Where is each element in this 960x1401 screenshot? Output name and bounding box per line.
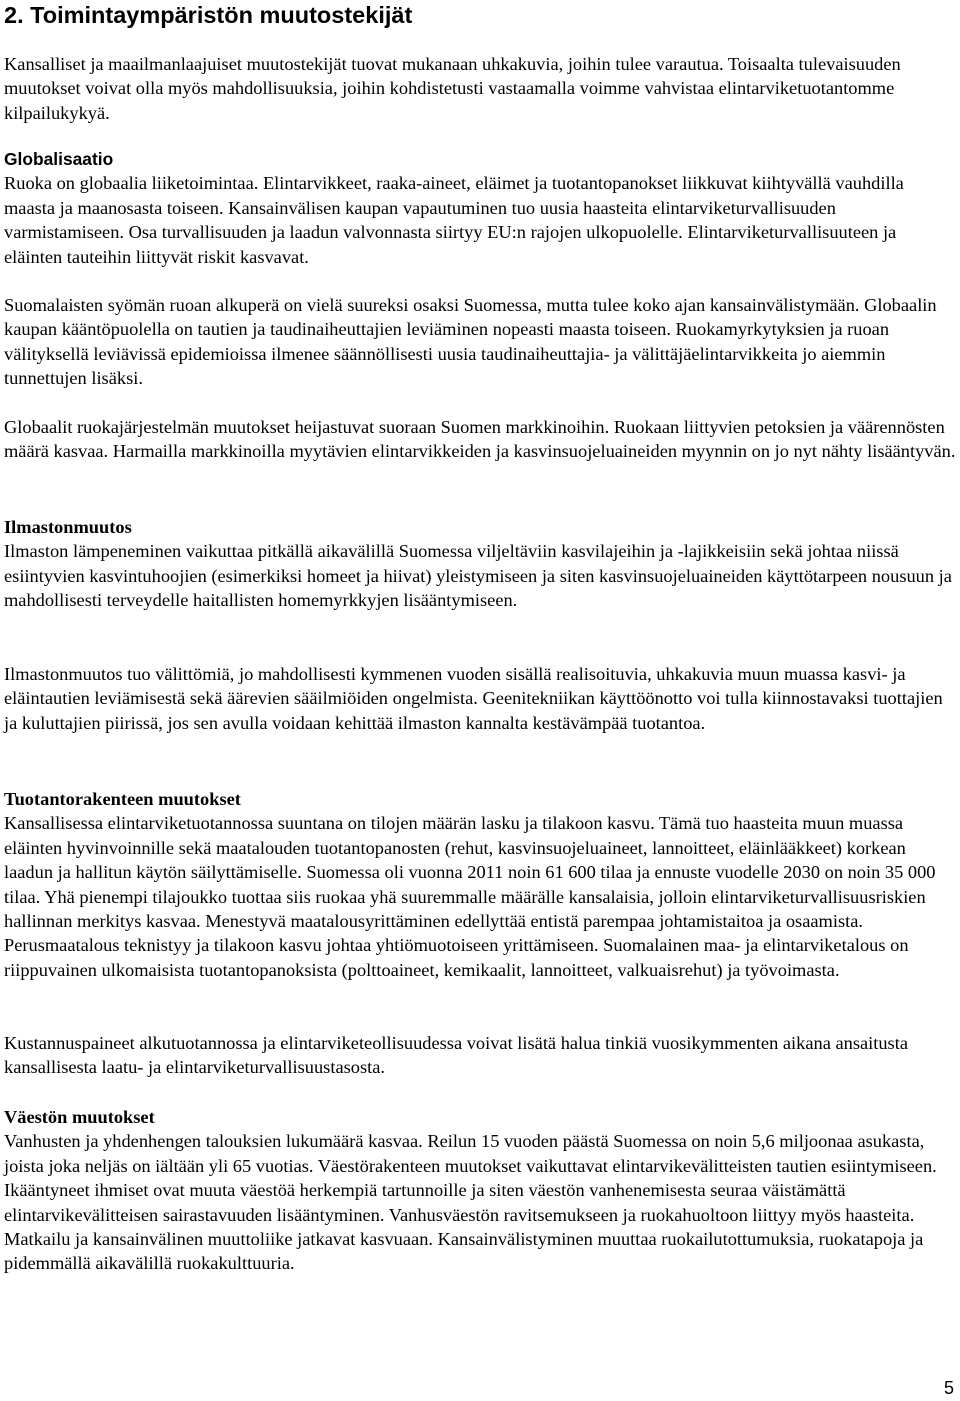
section-paragraph: Vanhusten ja yhdenhengen talouksien lukumäärä kasvaa. Reilun 15 vuoden päästä Suomessa on noin 5,6 miljoonaa asukasta, joista joka neljäs on iältään yli 65 vuotias. Väestörakenteen muutokset vaikuttavat elintarvikevälitteisten tautien esiintymiseen. Ikääntyneet ihmiset ovat muuta väestöä herkempiä tartunnoille ja siten väestön vanhenemisesta seuraa väistämättä elintarvikevälitteisen sairastavuuden lisääntyminen. Vanhusväestön ravitsemukseen ja ruokahuoltoon liittyy myös haasteita. Matkailu ja kansainvälinen muuttoliike jatkavat kasvuaan. Kansainvälistyminen muuttaa ruokailutottumuksia, ruokatapoja ja pidemmällä aikavälillä ruokakulttuuria.: [4, 1131, 937, 1274]
section-paragraph: Ilmaston lämpeneminen vaikuttaa pitkällä aikavälillä Suomessa viljeltäviin kasvilajeihin ja -lajikkeisiin sekä johtaa niissä esiintyvien kasvintuhoojien (esimerkiksi homeet ja hiivat) yleistymiseen ja siten kasvinsuojeluaineiden käyttötarpeen nousuun ja mahdollisesti terveydelle haitallisten homemyrkkyjen lisääntymiseen.: [4, 541, 952, 611]
section-paragraph: Kansallisessa elintarviketuotannossa suuntana on tilojen määrän lasku ja tilakoon kasvu. Tämä tuo haasteita muun muassa eläinten hyvinvoinnille sekä maatalouden tuotantopanosten (rehut, kasvinsuojeluaineet, lannoitteet, eläinlääkkeet) korkean laadun ja hallitun käytön säilyttämiselle. Suomessa oli vuonna 2011 noin 61 600 tilaa ja ennuste vuodelle 2030 on noin 35 000 tilaa. Yhä pienempi tilajoukko tuottaa siis ruokaa yhä suuremmalle määrälle kansalaisia, jolloin elintarviketurvallisuusriskien hallinnan merkitys kasvaa. Menestyvä maatalousyrittäminen edellyttää entistä parempaa johtamistaitoa ja osaamista. Perusmaatalous teknistyy ja tilakoon kasvu johtaa yhtiömuotoiseen yrittämiseen. Suomalainen maa- ja elintarviketalous on riippuvainen ulkomaisista tuotantopanoksista (polttoaineet, kemikaalit, lannoitteet, valkuaisrehut) ja työvoimasta.: [4, 813, 936, 980]
section-heading: Globalisaatio: [4, 149, 114, 169]
section-heading: Tuotantorakenteen muutokset: [4, 789, 241, 809]
section-globalisaatio: [4, 147, 956, 269]
section-paragraph: Ilmastonmuutos tuo välittömiä, jo mahdollisesti kymmenen vuoden sisällä realisoituvia, uhkakuvia muun muassa kasvi- ja eläintautien leviämisestä sekä äärevien sääilmiöiden ongelmista. Geenitekniikan käyttöönotto voi tulla kiinnostavaksi tuottajien ja kuluttajien piirissä, jos sen avulla voidaan kehittää ilmaston kannalta kestävämpää tuotantoa.: [4, 664, 943, 733]
intro-paragraph: Kansalliset ja maailmanlaajuiset muutostekijät tuovat mukanaan uhkakuvia, joihin tulee varautua. Toisaalta tulevaisuuden muutokset voivat olla myös mahdollisuuksia, joihin kohdistetusti vastaamalla voimme vahvistaa elintarviketuotantomme kilpailukykyä.: [4, 54, 901, 123]
document-title: 2. Toimintaympäristön muutostekijät: [4, 2, 413, 28]
section-paragraph: Ruoka on globaalia liiketoimintaa. Elintarvikkeet, raaka-aineet, eläimet ja tuotantopanokset liikkuvat kiihtyvällä vauhdilla maasta ja maanosasta toiseen. Kansainvälisen kaupan vapautuminen tuo uusia haasteita elintarviketurvallisuuden varmistamiseen. Osa turvallisuuden ja laadun valvonnasta siirtyy EU:n rajojen ulkopuolelle. Elintarviketurvallisuuteen ja eläinten tauteihin liittyvät riskit kasvavat.: [4, 173, 904, 267]
section-paragraph: Suomalaisten syömän ruoan alkuperä on vielä suureksi osaksi Suomessa, mutta tulee koko ajan kansainvälistymään. Globaalin kaupan kääntöpuolella on tautien ja taudinaiheuttajien leviäminen nopeasti maasta toiseen. Ruokamyrkytyksien ja ruoan välityksellä leviävissä epidemioissa ilmenee säännöllisesti uusia taudinaiheuttajia- ja välittäjäelintarvikkeita jo aiemmin tunnettujen lisäksi.: [4, 295, 937, 389]
section-paragraph: Kustannuspaineet alkutuotannossa ja elintarviketeollisuudessa voivat lisätä halua tinkiä vuosikymmenten aikana ansaitusta kansallisesta laatu- ja elintarviketurvallisuustasosta.: [4, 1033, 908, 1078]
section-paragraph: Globaalit ruokajärjestelmän muutokset heijastuvat suoraan Suomen markkinoihin. Ruokaan liittyvien petoksien ja väärennösten määrä kasvaa. Harmailla markkinoilla myytävien elintarvikkeiden ja kasvinsuojeluaineiden myynnin on jo nyt nähty lisääntyvän.: [4, 417, 956, 462]
section-vaeston-muutokset: [4, 1105, 956, 1276]
section-tuotantorakenne: [4, 787, 956, 982]
page-number: 5: [943, 1378, 954, 1398]
section-heading: Väestön muutokset: [4, 1107, 155, 1127]
section-heading: Ilmastonmuutos: [4, 517, 132, 537]
section-ilmastonmuutos: [4, 515, 956, 613]
